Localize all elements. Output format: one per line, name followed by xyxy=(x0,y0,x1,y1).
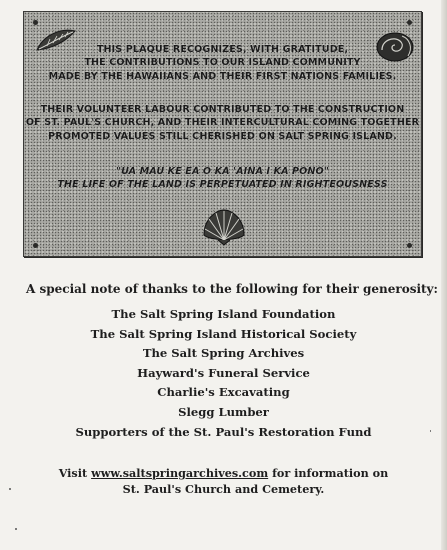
memorial-plaque xyxy=(23,11,422,257)
motto-translation: THE LIFE OF THE LAND IS PERPETUATED IN RIGHTEOUSNESS xyxy=(57,179,388,191)
thanks-list xyxy=(0,305,447,442)
scan-speck xyxy=(430,430,431,432)
scan-speck xyxy=(15,528,17,530)
plaque-line: THIS PLAQUE RECOGNIZES, WITH GRATITUDE, xyxy=(96,44,349,55)
archives-link[interactable]: www.saltspringarchives.com xyxy=(91,466,269,480)
list-item: Hayward's Funeral Service xyxy=(137,365,310,380)
list-item: Slegg Lumber xyxy=(178,404,269,419)
list-item: The Salt Spring Island Foundation xyxy=(111,307,336,321)
plaque-line: THE CONTRIBUTIONS TO OUR ISLAND COMMUNITY xyxy=(84,57,361,69)
thanks-intro: A special note of thanks to the following for their generosity: xyxy=(26,282,438,296)
plaque-line: THEIR VOLUNTEER LABOUR CONTRIBUTED TO THE CONSTRUCTION xyxy=(40,104,405,115)
list-item: The Salt Spring Archives xyxy=(142,346,305,361)
plaque-paragraph-labour xyxy=(24,103,421,143)
visit-line-2: St. Paul's Church and Cemetery. xyxy=(122,481,325,496)
screw-bottom-left xyxy=(33,243,38,248)
visit-line-1 xyxy=(0,466,447,482)
visit-suffix: for information on xyxy=(268,466,389,480)
plaque-line: PROMOTED VALUES STILL CHERISHED ON SALT SPRING ISLAND. xyxy=(48,130,397,142)
list-item: The Salt Spring Island Historical Society xyxy=(90,326,357,341)
plaque-line: MADE BY THE HAWAIIANS AND THEIR FIRST NATIONS FAMILIES. xyxy=(48,70,397,82)
visit-note xyxy=(0,466,447,497)
plaque-line: OF ST. PAUL'S CHURCH, AND THEIR INTERCULTURAL COMING TOGETHER xyxy=(25,117,420,129)
list-item: Supporters of the St. Paul's Restoration Fund xyxy=(75,424,372,439)
screw-top-left xyxy=(33,20,38,25)
visit-prefix: Visit xyxy=(58,466,92,480)
screw-top-right xyxy=(407,20,412,25)
scan-speck xyxy=(9,488,11,490)
plaque-paragraph-recognition xyxy=(24,43,421,83)
clam-shell-icon xyxy=(200,207,248,247)
hawaiian-motto: "UA MAU KE EA O KA 'AINA I KA PONO" xyxy=(116,166,329,177)
screw-bottom-right xyxy=(407,243,412,248)
list-item: Charlie's Excavating xyxy=(157,385,290,400)
plaque-motto xyxy=(24,165,421,192)
